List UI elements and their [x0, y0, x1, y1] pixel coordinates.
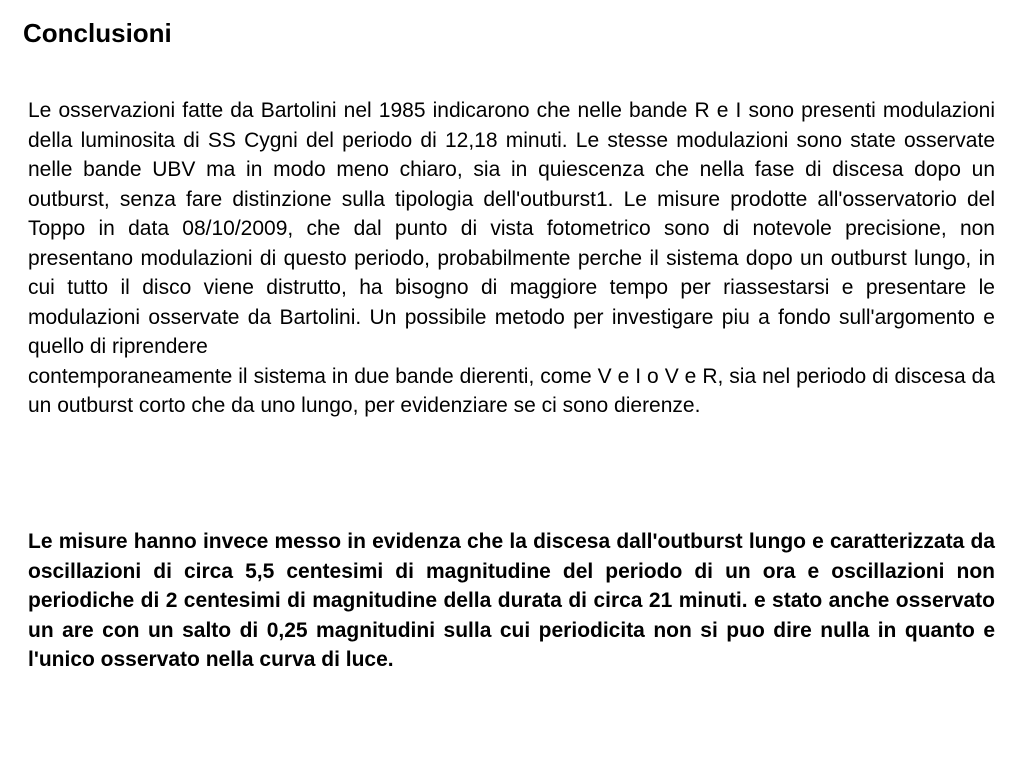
observations-text-part1: Le osservazioni fatte da Bartolini nel 1985 indicarono che nelle bande R e I sono presenti modulazioni della luminosita di SS Cygni del periodo di 12,18 minuti. Le stesse modulazioni sono state osservate nelle bande UBV ma in modo meno chiaro, sia in quiescenza che nella fase di discesa dopo un outburst, senza fare distinzione sulla tipologia dell'outburst1. Le misure prodotte all'osservatorio del Toppo in data 08/10/2009, che dal punto di vista fotometrico sono di notevole precisione, non presentano modulazioni di questo periodo, probabilmente perche il sistema dopo un outburst lungo, in cui tutto il disco viene distrutto, ha bisogno di maggiore tempo per riassestarsi e presentare le modulazioni osservate da Bartolini. Un possibile metodo per investigare piu a fondo sull'argomento e quello di riprendere: [28, 99, 995, 358]
measurements-paragraph: Le misure hanno invece messo in evidenza che la discesa dall'outburst lungo e caratterizzata da oscillazioni di circa 5,5 centesimi di magnitudine del periodo di un ora e oscillazioni non periodiche di 2 centesimi di magnitudine della durata di circa 21 minuti. e stato anche osservato un are con un salto di 0,25 magnitudini sulla cui periodicita non si puo dire nulla in quanto e l'unico osservato nella curva di luce.: [28, 530, 995, 671]
observations-text-part2: contemporaneamente il sistema in due bande dierenti, come V e I o V e R, sia nel periodo di discesa da un outburst corto che da uno lungo, per evidenziare se ci sono dierenze.: [28, 364, 995, 417]
page-title: Conclusioni: [23, 18, 172, 48]
observations-paragraph: [28, 96, 995, 421]
